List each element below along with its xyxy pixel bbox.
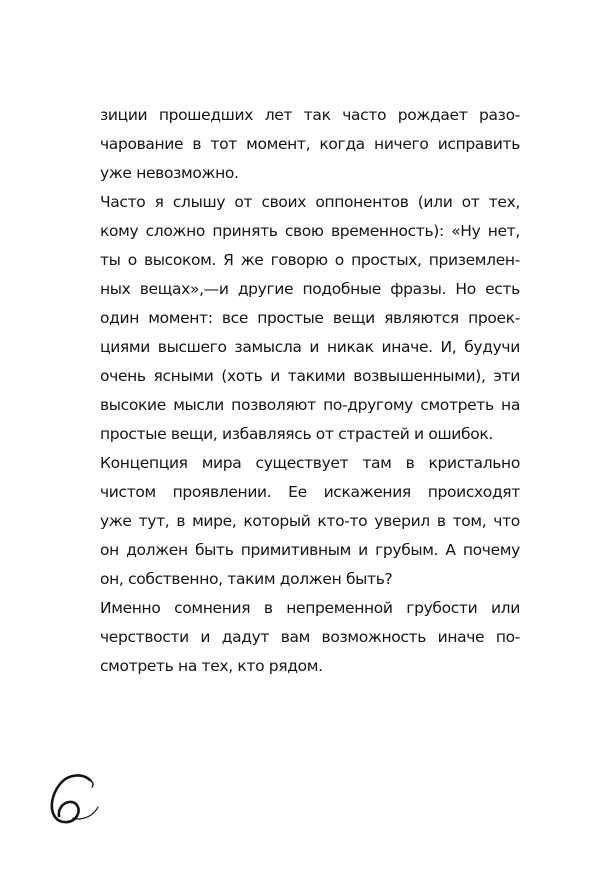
word: мысли	[173, 396, 224, 414]
word: тот	[210, 135, 237, 153]
text-line	[100, 130, 520, 159]
word: часто	[342, 106, 387, 124]
word: мире,	[192, 512, 237, 530]
word: или	[490, 599, 520, 617]
word: приземлен-	[428, 251, 520, 269]
word: в	[192, 135, 202, 153]
text-line	[100, 101, 520, 130]
word: (хоть	[221, 367, 263, 385]
word: кристально	[428, 454, 520, 472]
word: один	[100, 309, 140, 327]
word: своих	[261, 193, 307, 211]
word: Концепция	[100, 454, 188, 472]
word: грубости	[406, 599, 478, 617]
word: примитивным	[240, 541, 351, 559]
word: фразы.	[390, 280, 447, 298]
word: чистом	[100, 483, 156, 501]
word: так	[303, 106, 331, 124]
word: (или	[417, 193, 453, 211]
word: момент,	[246, 135, 311, 153]
word: проек-	[468, 309, 520, 327]
word: высшего	[157, 338, 227, 356]
word: по-другому	[323, 396, 414, 414]
word: высоком.	[143, 251, 217, 269]
word: очень	[100, 367, 146, 385]
word: слышу	[172, 193, 226, 211]
word: другие	[237, 280, 294, 298]
text-line: он, собственно, таким должен быть?	[100, 570, 393, 588]
word: говорю	[270, 251, 328, 269]
word: дадут	[221, 628, 270, 646]
word: простых,	[351, 251, 422, 269]
word: замысла	[234, 338, 302, 356]
text-line	[100, 246, 520, 275]
word: там	[362, 454, 392, 472]
word: уже	[100, 512, 132, 530]
word: временность):	[330, 222, 444, 240]
word: нет,	[487, 222, 520, 240]
text-line	[100, 507, 520, 536]
word: Ее	[288, 483, 307, 501]
text-line	[100, 478, 520, 507]
word: происходят	[427, 483, 520, 501]
text-line: простые вещи, избавляясь от страстей и ошибок.	[100, 425, 493, 443]
word: и	[358, 541, 368, 559]
word: смотреть	[420, 396, 494, 414]
word: кому	[100, 222, 139, 240]
word: Именно	[100, 599, 161, 617]
word: вещи	[332, 309, 375, 327]
word: кто-то	[317, 512, 368, 530]
text-line	[100, 536, 520, 565]
word: Я	[223, 251, 234, 269]
text-line: смотреть на тех, кто рядом.	[100, 657, 323, 675]
word: сомнения	[174, 599, 251, 617]
word: будучи	[464, 338, 520, 356]
word: искажения	[323, 483, 411, 501]
word: же	[240, 251, 264, 269]
body-text	[100, 101, 520, 681]
word: простые	[257, 309, 324, 327]
word: мира	[201, 454, 242, 472]
word: ных	[100, 280, 131, 298]
word: иначе.	[381, 338, 433, 356]
text-line	[100, 333, 520, 362]
word: являются	[384, 309, 459, 327]
word: в	[405, 454, 415, 472]
word: такими	[287, 367, 346, 385]
word: уверил	[374, 512, 430, 530]
word: А	[445, 541, 456, 559]
word: никак	[326, 338, 374, 356]
word: на	[501, 396, 520, 414]
text-line: уже невозможно.	[100, 164, 239, 182]
word: черствости	[100, 628, 189, 646]
word: возможность	[321, 628, 427, 646]
word: оппонентов	[315, 193, 409, 211]
word: он	[100, 541, 119, 559]
word: о	[334, 251, 344, 269]
text-line	[100, 188, 520, 217]
word: Но	[455, 280, 476, 298]
text-line	[100, 623, 520, 652]
text-line	[100, 275, 520, 304]
word: эти	[493, 367, 520, 385]
word: о	[127, 251, 137, 269]
word: вещах»,—и	[139, 280, 229, 298]
word: «Ну	[451, 222, 481, 240]
word: что	[493, 512, 520, 530]
word: исправить	[437, 135, 520, 153]
word: ясными	[153, 367, 214, 385]
word: лет	[264, 106, 293, 124]
word: Часто	[100, 193, 146, 211]
word: непременной	[286, 599, 393, 617]
word: ты	[100, 251, 121, 269]
word: проявлении.	[172, 483, 272, 501]
word: быть	[194, 541, 234, 559]
word: почему	[462, 541, 520, 559]
word: разо-	[479, 106, 520, 124]
word: рождает	[397, 106, 468, 124]
text-line	[100, 217, 520, 246]
word: возвышенными),	[353, 367, 486, 385]
word: в	[176, 512, 186, 530]
word: должен	[126, 541, 188, 559]
word: прошедших	[158, 106, 254, 124]
word: от	[234, 193, 253, 211]
word: чарование	[100, 135, 184, 153]
word: и	[270, 367, 280, 385]
word: грубым.	[375, 541, 439, 559]
word: тех,	[488, 193, 520, 211]
word: когда	[319, 135, 365, 153]
word: момент:	[148, 309, 213, 327]
word: И,	[440, 338, 457, 356]
page-number	[44, 770, 104, 830]
text-line	[100, 362, 520, 391]
word: вам	[280, 628, 310, 646]
word: зиции	[100, 106, 148, 124]
word: принять	[212, 222, 278, 240]
word: иначе	[437, 628, 485, 646]
word: и	[309, 338, 320, 356]
word: и	[200, 628, 211, 646]
word: свою	[284, 222, 324, 240]
word: я	[154, 193, 164, 211]
text-line	[100, 594, 520, 623]
word: в	[436, 512, 446, 530]
word: циями	[100, 338, 150, 356]
word: который	[243, 512, 311, 530]
word: по-	[495, 628, 520, 646]
word: подобные	[302, 280, 381, 298]
word: существует	[255, 454, 349, 472]
word: том,	[452, 512, 487, 530]
word: высокие	[100, 396, 166, 414]
text-line	[100, 449, 520, 478]
text-line	[100, 304, 520, 333]
text-line	[100, 391, 520, 420]
word: в	[263, 599, 273, 617]
word: позволяют	[231, 396, 316, 414]
word: все	[221, 309, 249, 327]
word: есть	[485, 280, 520, 298]
word: сложно	[145, 222, 206, 240]
word: от	[461, 193, 480, 211]
word: ничего	[374, 135, 429, 153]
word: тут,	[138, 512, 170, 530]
